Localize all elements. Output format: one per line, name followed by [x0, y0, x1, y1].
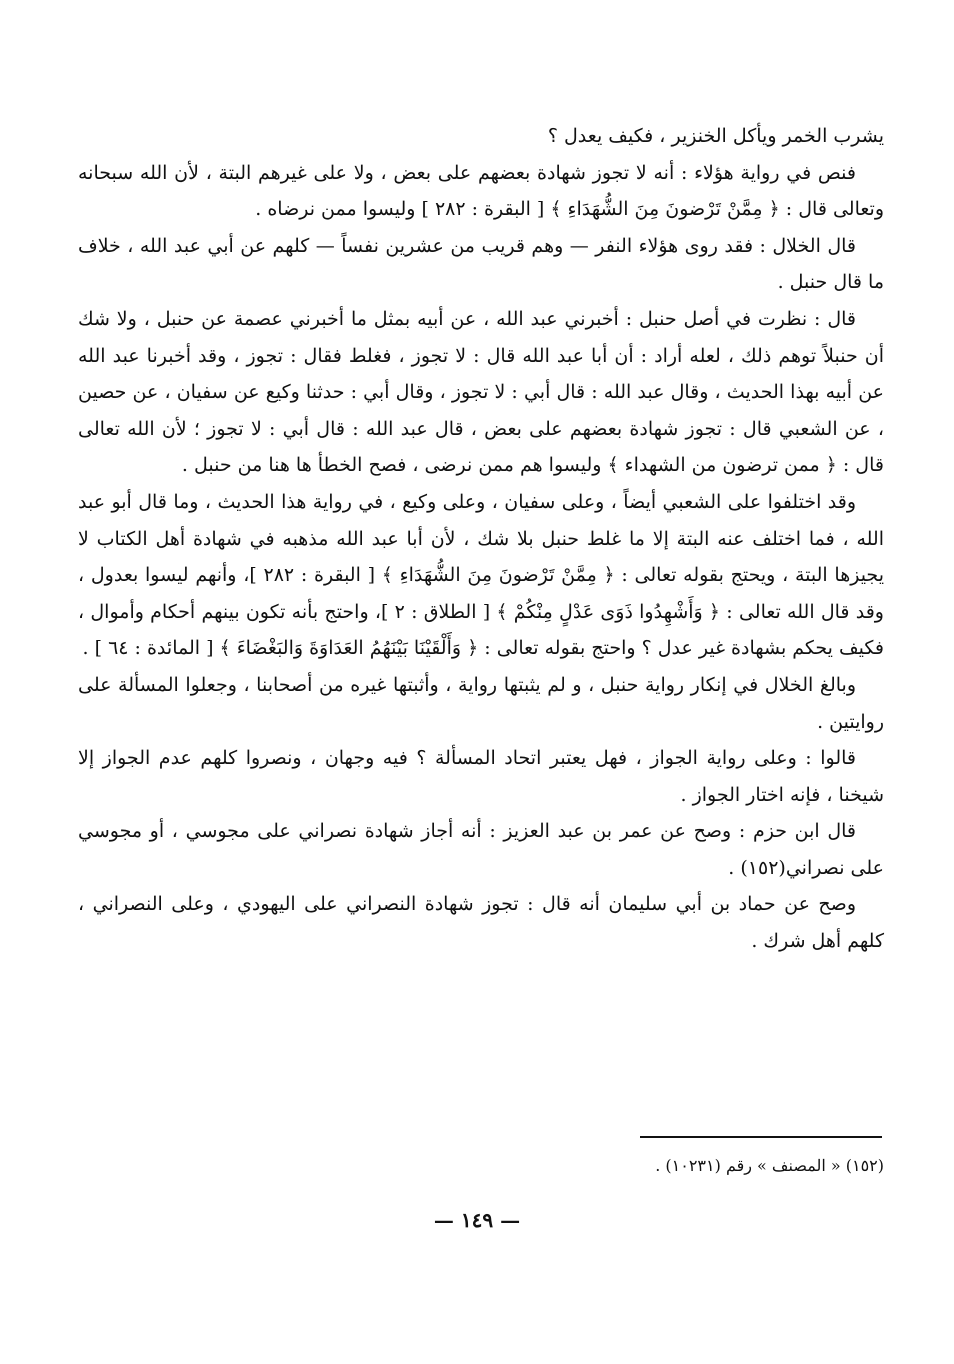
- footnote: (١٥٢) « المصنف » رقم (١٠٢٣١) .: [655, 1156, 884, 1175]
- paragraph-text: قالوا : وعلى رواية الجواز ، فهل يعتبر اتحاد المسألة ؟ فيه وجهان ، ونصروا كلهم عدم الجواز إلا شيخنا ، فإنه اختار الجواز .: [78, 747, 884, 806]
- paragraph-text: وصح عن حماد بن أبي سليمان أنه قال : تجوز شهادة النصراني على اليهودي ، وعلى النصراني ، كلهم أهل شرك .: [78, 893, 884, 953]
- paragraph-text: قال الخلال : فقد روى هؤلاء النفر — وهم قريب من عشرين نفساً — كلهم عن أبي عبد الله ، خلاف ما قال حنبل .: [78, 234, 884, 294]
- paragraph-text: وبالغ الخلال في إنكار رواية حنبل ، و لم يثبتها رواية ، وأثبتها غيره من أصحابنا ، وجعلوا المسألة على روايتين .: [78, 673, 884, 733]
- footnote-divider: [640, 1136, 882, 1138]
- paragraph-text: فنص في رواية هؤلاء : أنه لا تجوز شهادة بعضهم على بعض ، ولا على غيرهم البتة ، لأن الله سبحانه وتعالى قال : ﴿ مِمَّنْ تَرْضونَ مِنَ الشُّهَدَاءِ ﴾ [ البقرة : ٢٨٢ ] وليسوا ممن نرضاه .: [78, 161, 884, 221]
- paragraph-text: قال : نظرت في أصل حنبل : أخبرني عبد الله ، عن أبيه بمثل ما أخبرني عصمة عن حنبل ، ولا شك أن حنبلاً توهم ذلك ، لعله أراد : أن أبا عبد الله قال : لا تجوز ، فغلط فقال : تجوز ، وقد أخبرنا عبد الله عن أبيه بهذا الحديث ، وقال عبد الله : قال أبي : لا تجوز ، وقال أبي : حدثنا وكيع عن سفيان ، عن حصين ، عن الشعبي قال : تجوز شهادة بعضهم على بعض ، قال عبد الله : قال أبي : لا تجوز ؛ لأن الله تعالى قال : ﴿ ممن ترضون من الشهداء ﴾ وليسوا هم ممن نرضى ، فصح الخطأ ها هنا من حنبل .: [78, 307, 884, 477]
- paragraph-continuation: يشرب الخمر ويأكل الخنزير ، فكيف يعدل ؟: [547, 125, 884, 147]
- paragraph-text: قال ابن حزم : وصح عن عمر بن عبد العزيز : أنه أجاز شهادة نصراني على مجوسي ، أو مجوسي على نصراني(١٥٢) .: [78, 820, 884, 879]
- paragraph-text: وقد اختلفوا على الشعبي أيضاً ، وعلى سفيان ، وعلى وكيع ، في رواية هذا الحديث ، وما قال أبو عبد الله ، فما اختلف عنه البتة إلا ما غلط حنبل بلا شك ، لأن أبا عبد الله مذهبه في شهادة أهل الكتاب لا يجيزها البتة ، ويحتج بقوله تعالى : ﴿ مِمَّنْ تَرْضونَ مِنَ الشُّهَدَاءِ ﴾ [ البقرة : ٢٨٢ ]، وأنهم ليسوا بعدول ، وقد قال الله تعالى : ﴿ وَأَشْهِدُوا ذَوَى عَدْلٍ مِنْكُمْ ﴾ [ الطلاق : ٢ ]، واحتج بأنه تكون بينهم أحكام وأموال ، فكيف يحكم بشهادة غير عدل ؟ واحتج بقوله تعالى : ﴿ وَأَلْقَيْنَا بَيْنَهُمُ العَدَاوَةَ وَالبَغْضَاءَ ﴾ [ المائدة : ٦٤ ] .: [78, 490, 884, 660]
- main-text: [78, 118, 884, 960]
- page-number: — ١٤٩ —: [433, 1208, 521, 1232]
